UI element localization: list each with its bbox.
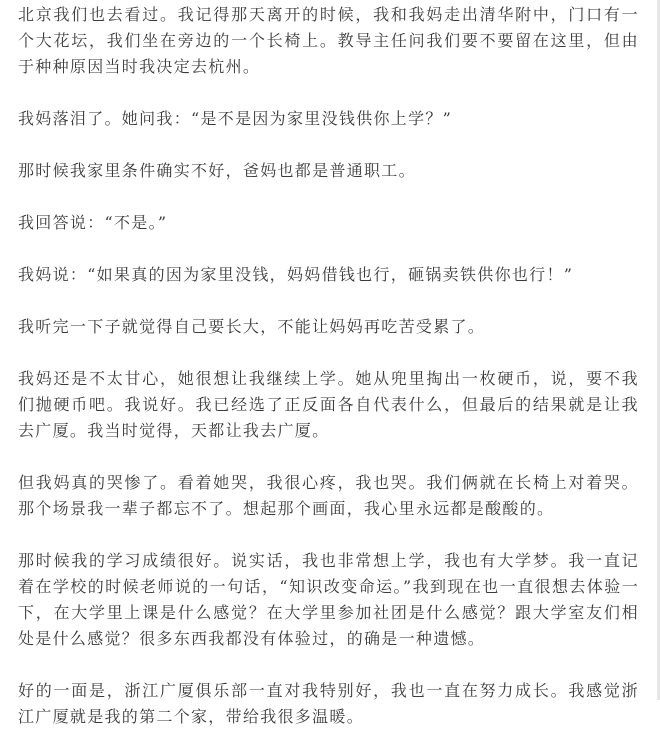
paragraph-3: 那时候我家里条件确实不好，爸妈也都是普通职工。 [18, 161, 416, 180]
paragraph-1: 北京我们也去看过。我记得那天离开的时候，我和我妈走出清华附中，门口有一个大花坛，我们坐在旁边的一个长椅上。教导主任问我们要不要留在这里，但由于种种原因当时我决定去杭州。 [18, 5, 639, 76]
paragraph-5: 我妈说：“如果真的因为家里没钱，妈妈借钱也行，砸锅卖铁供你也行！” [18, 265, 574, 284]
paragraph-8: 但我妈真的哭惨了。看着她哭，我很心疼，我也哭。我们俩就在长椅上对着哭。那个场景我一辈子都忘不了。想起那个画面，我心里永远都是酸酸的。 [18, 473, 639, 518]
paragraph-2: 我妈落泪了。她问我：“是不是因为家里没钱供你上学？” [18, 109, 453, 128]
paragraph-6: 我听完一下子就觉得自己要长大，不能让妈妈再吃苦受累了。 [18, 317, 486, 336]
paragraph-9: 那时候我的学习成绩很好。说实话，我也非常想上学，我也有大学梦。我一直记着在学校的时候老师说的一句话，“知识改变命运。”我到现在也一直很想去体验一下，在大学里上课是什么感觉？在大学里参加社团是什么感觉？跟大学室友们相处是什么感觉？很多东西我都没有体验过，的确是一种遗憾。 [18, 551, 639, 648]
paragraph-10: 好的一面是，浙江广厦俱乐部一直对我特别好，我也一直在努力成长。我感觉浙江广厦就是我的第二个家，带给我很多温暖。 [18, 681, 639, 726]
paragraph-7: 我妈还是不太甘心，她很想让我继续上学。她从兜里掏出一枚硬币，说，要不我们抛硬币吧。我说好。我已经选了正反面各自代表什么，但最后的结果就是让我去广厦。我当时觉得，天都让我去广厦。 [18, 369, 639, 440]
paragraph-4: 我回答说：“不是。” [18, 213, 168, 232]
